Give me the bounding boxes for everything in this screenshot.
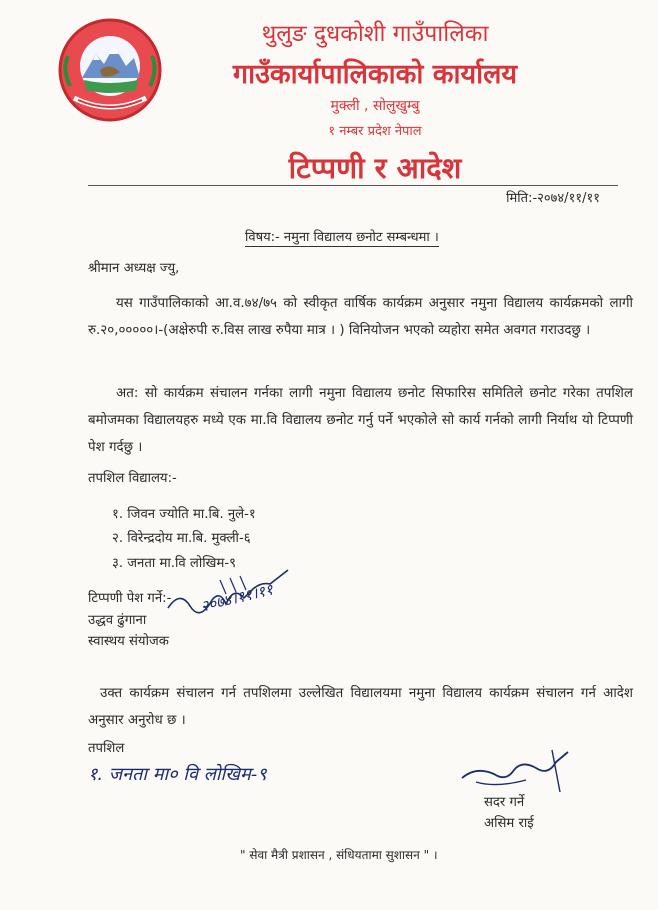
approver-signature <box>456 748 586 798</box>
approver-title: सदर गर्ने <box>484 795 525 810</box>
submitter-role: स्वास्थय संयोजक <box>88 634 169 649</box>
paragraph-budget: यस गाउँपालिकाको आ.व.७४/७५ को स्वीकृत वार्षिक कार्यक्रम अनुसार नमुना विद्यालय कार्यक्रमको लागी रु.२०,०००००।-(अक्षेरुपी रु.विस लाख रुपैया मात्र । ) विनियोजन भएको व्यहोरा समेत अवगत गराउदछु । <box>88 296 633 338</box>
header-divider <box>88 185 618 186</box>
document-date: मिति:-२०७४/११/११ <box>506 191 600 206</box>
submitter-name: उद्धव ढुंगाना <box>88 613 147 628</box>
school-list-item: ३. जनता मा.वि लोखिम-९ <box>112 556 236 571</box>
footer-slogan: " सेवा मैत्री प्रशासन , संधियतामा सुशासन " । <box>240 848 438 862</box>
office-address: मुक्ली , सोलुखुम्बु <box>330 98 420 114</box>
municipality-name: थुलुङ दुधकोशी गाउँपालिका <box>261 21 489 47</box>
province-name: १ नम्बर प्रदेश नेपाल <box>328 124 422 139</box>
nepal-emblem-logo <box>56 16 164 124</box>
subject-line: विषय:- नमुना विद्यालय छनोट सम्बन्धमा । <box>245 227 439 247</box>
salutation: श्रीमान अध्यक्ष ज्यु, <box>88 261 180 276</box>
document-title: टिप्पणी र आदेश <box>288 151 462 185</box>
paragraph-request: अत: सो कार्यक्रम संचालन गर्नका लागी नमुना विद्यालय छनोट सिफारिस समितिले छनोट गरेका तपशिल बमोजमका विद्यालयहरु मध्ये एक मा.वि विद्यालय छनोट गर्नु पर्ने भएकोले सो कार्य गर्नको लागी निर्याथ यो टिप्पणी पेश गर्दछु । <box>88 386 633 455</box>
tapsil-label: तपशिल <box>88 741 125 756</box>
order-text: उक्त कार्यक्रम संचालन गर्न तपशिलमा उल्लेखित विद्यालयमा नमुना विद्यालय कार्यक्रम संचालन गर्न आदेश अनुसार अनुरोध छ । <box>88 686 633 728</box>
handwritten-school-note: १. जनता मा० वि लोखिम-९ <box>88 764 267 785</box>
approver-name: असिम राई <box>484 816 534 831</box>
school-list-item: २. विरेन्द्रदोय मा.बि. मुक्ली-६ <box>112 531 251 546</box>
submitter-label: टिप्पणी पेश गर्ने:- <box>88 591 172 606</box>
handwritten-date: २०७४।११।११ <box>198 580 275 616</box>
school-list-heading: तपशिल विद्यालय:- <box>88 471 177 486</box>
office-name: गाउँकार्यापालिकाको कार्यालय <box>232 59 518 90</box>
school-list-item: १. जिवन ज्योति मा.बि. नुले-१ <box>112 507 256 522</box>
